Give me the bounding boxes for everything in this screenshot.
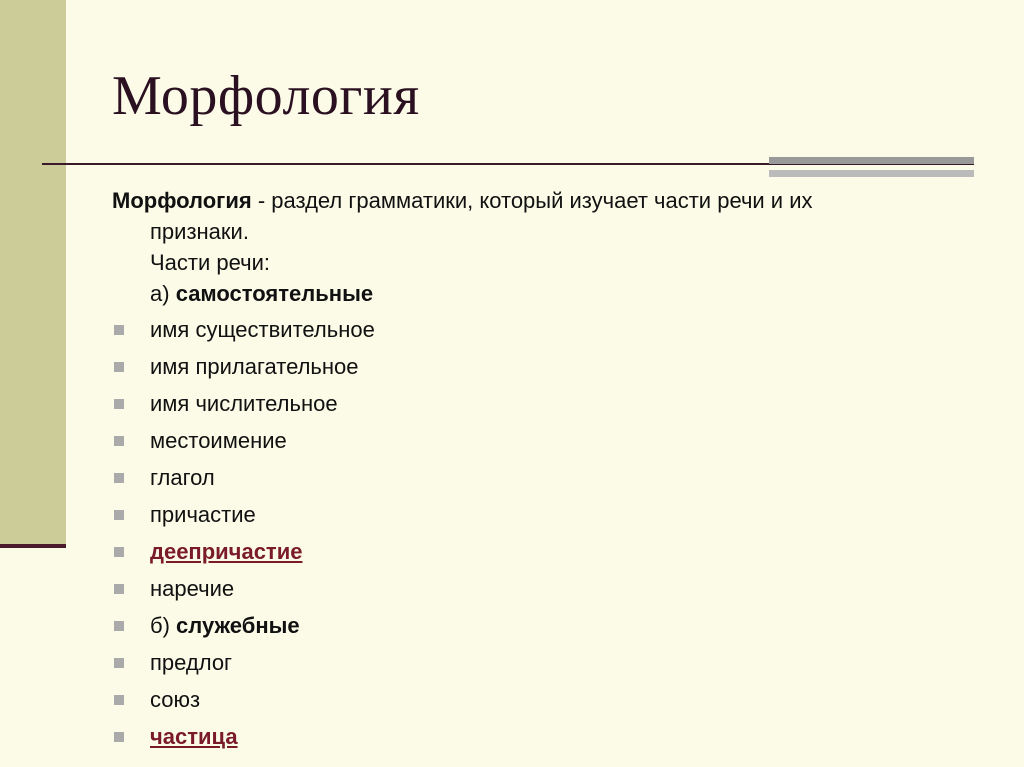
list-item: имя числительное (112, 388, 992, 425)
list-item: союз (112, 684, 992, 721)
square-bullet-icon (114, 658, 124, 668)
square-bullet-icon (114, 732, 124, 742)
square-bullet-icon (114, 399, 124, 409)
list-item: наречие (112, 573, 992, 610)
square-bullet-icon (114, 695, 124, 705)
definition-term: Морфология (112, 188, 252, 213)
square-bullet-icon (114, 473, 124, 483)
definition-text-cont: признаки. (150, 219, 249, 244)
list-item: глагол (112, 462, 992, 499)
list-item: б) служебные (112, 610, 992, 647)
square-bullet-icon (114, 584, 124, 594)
link-deeprichastie[interactable]: деепричастие (150, 539, 303, 564)
list-item (112, 536, 992, 573)
list-item: местоимение (112, 425, 992, 462)
group-a-heading: а) самостоятельные (150, 281, 374, 306)
slide-title: Морфология (112, 65, 420, 127)
side-decoration-line (0, 544, 66, 548)
side-decoration-bar (0, 0, 66, 548)
definition-paragraph (112, 185, 992, 309)
divider-accent (769, 157, 974, 177)
square-bullet-icon (114, 547, 124, 557)
parts-of-speech-list (112, 314, 992, 758)
square-bullet-icon (114, 362, 124, 372)
slide-body (112, 185, 992, 758)
link-chastica[interactable]: частица (150, 724, 238, 749)
list-item (112, 721, 992, 758)
list-item: причастие (112, 499, 992, 536)
square-bullet-icon (114, 436, 124, 446)
square-bullet-icon (114, 621, 124, 631)
parts-label: Части речи: (150, 250, 270, 275)
list-item: имя прилагательное (112, 351, 992, 388)
list-item: предлог (112, 647, 992, 684)
square-bullet-icon (114, 510, 124, 520)
list-item: имя существительное (112, 314, 992, 351)
definition-text: - раздел грамматики, который изучает части речи и их (251, 188, 813, 213)
square-bullet-icon (114, 325, 124, 335)
